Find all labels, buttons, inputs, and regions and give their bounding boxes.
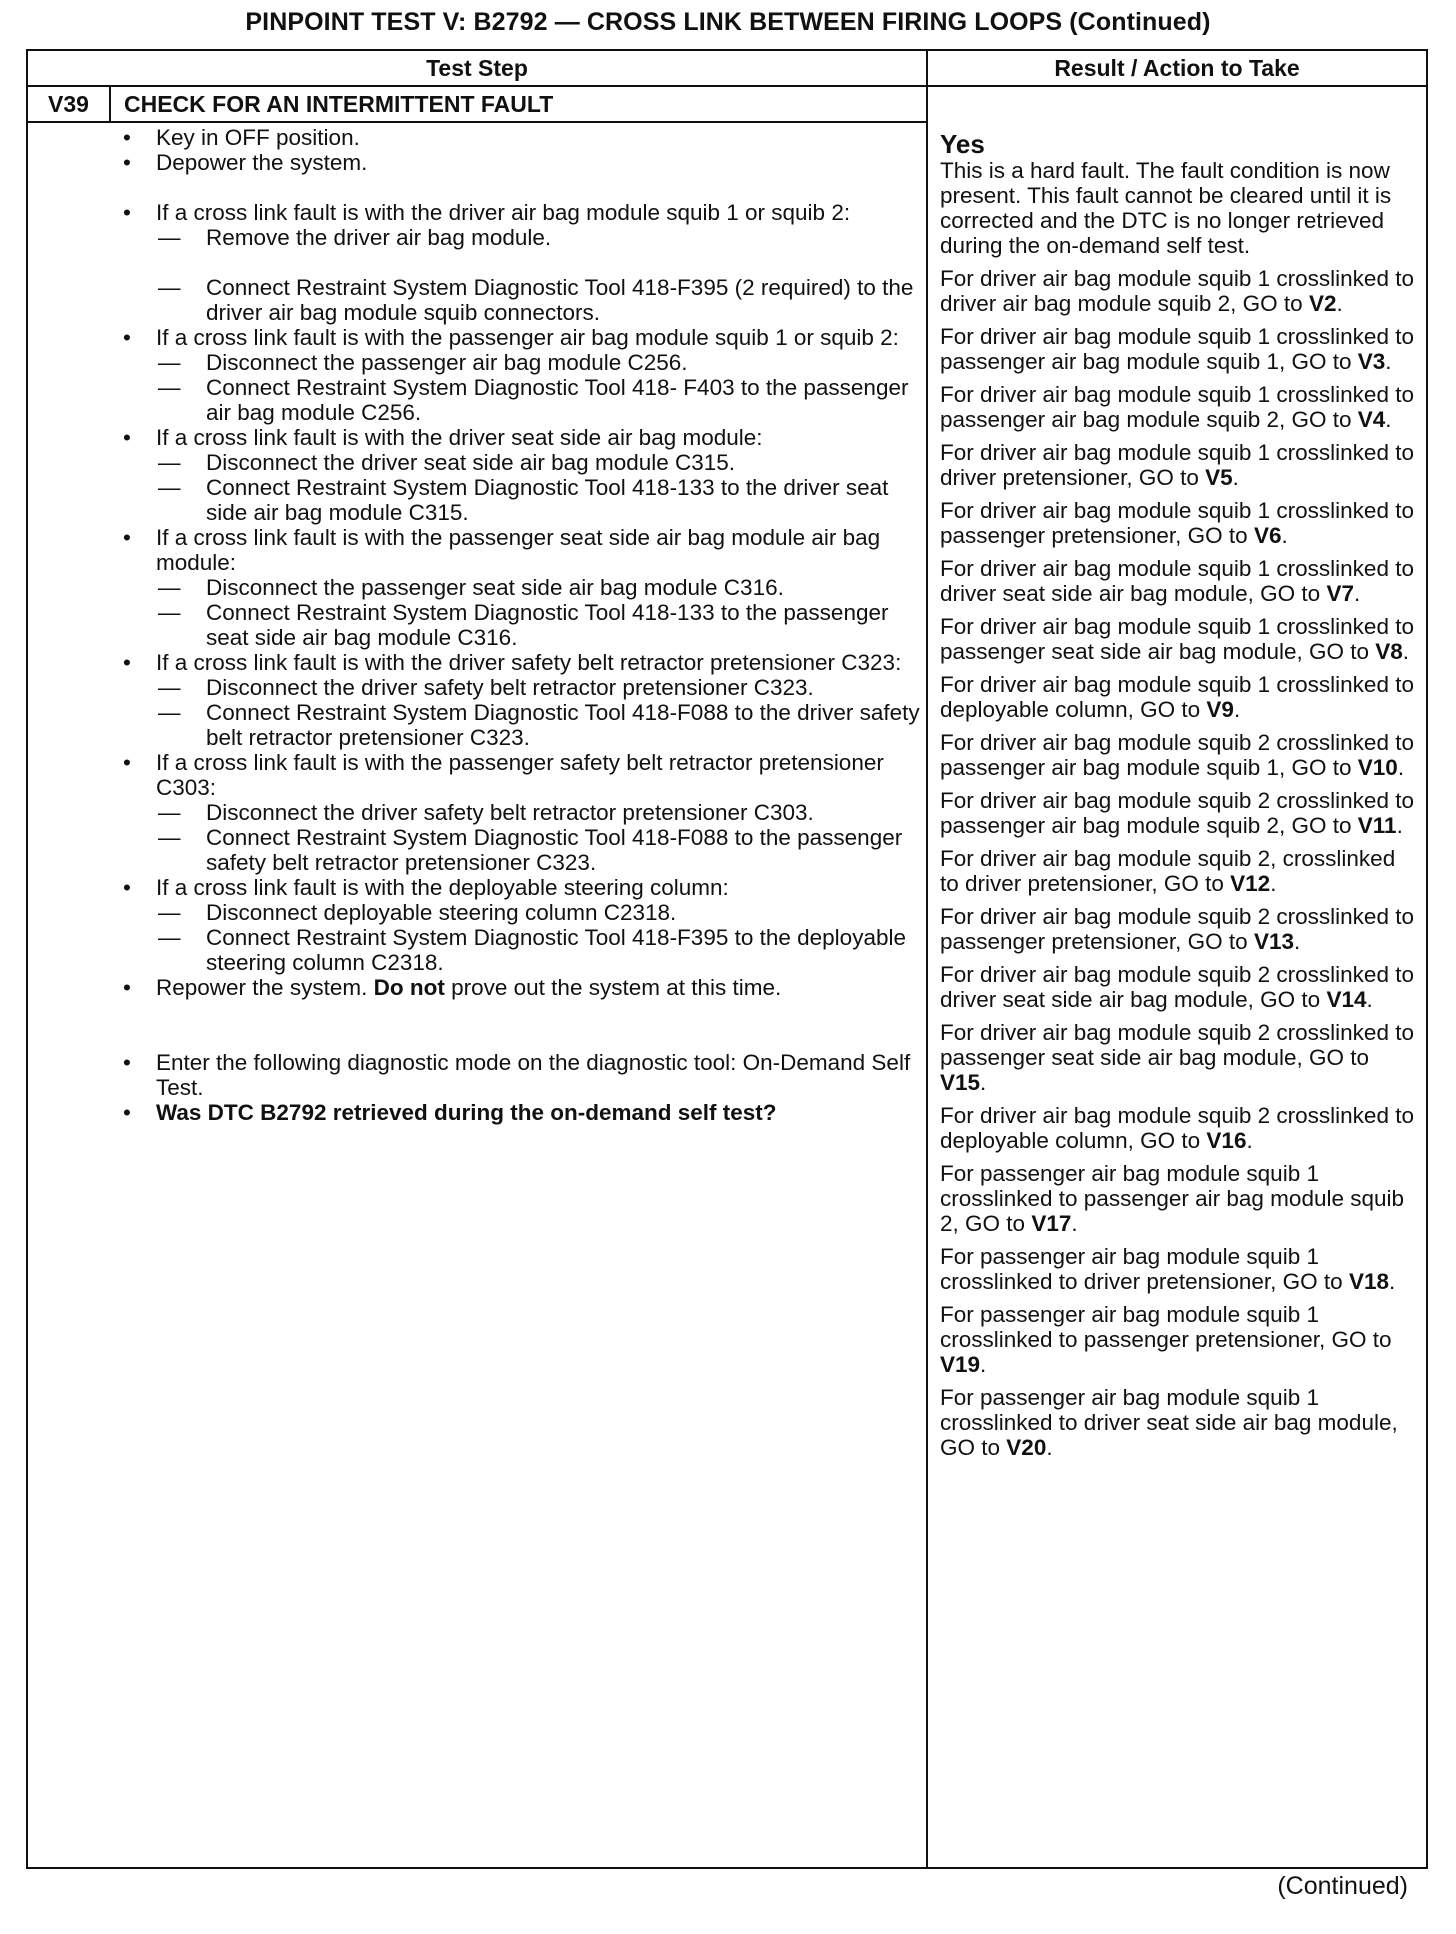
sub-instruction-text: Connect Restraint System Diagnostic Tool 418-F395 (2 required) to the driver air bag module squib connectors. <box>206 275 914 325</box>
instruction-text: If a cross link fault is with the passenger seat side air bag module air bag module: <box>156 525 881 575</box>
pinpoint-test-table <box>26 49 1428 1869</box>
action-text: For driver air bag module squib 2 crosslinked to driver seat side air bag module, GO to <box>940 962 1414 1012</box>
action-item: For driver air bag module squib 1 crosslinked to passenger pretensioner, GO to V6. <box>940 498 1414 548</box>
dash-glyph: — <box>158 825 181 850</box>
action-text: For driver air bag module squib 1 crosslinked to driver seat side air bag module, GO to <box>940 556 1414 606</box>
bullet-glyph: • <box>123 1050 131 1075</box>
instruction-item <box>111 425 926 450</box>
dash-glyph: — <box>158 450 181 475</box>
bullet-glyph: • <box>123 150 131 175</box>
goto-step-link[interactable]: V5 <box>1205 465 1233 490</box>
instruction-item <box>111 525 926 575</box>
goto-step-link[interactable]: V4 <box>1357 407 1386 432</box>
sub-instruction <box>111 700 926 750</box>
instruction-item <box>111 1100 926 1125</box>
sub-instruction-text: Connect Restraint System Diagnostic Tool 418- F403 to the passenger air bag module C256. <box>206 375 909 425</box>
action-text: For driver air bag module squib 1 crosslinked to driver pretensioner, GO to <box>940 440 1414 490</box>
action-text: For driver air bag module squib 2, crosslinked to driver pretensioner, GO to <box>940 846 1396 896</box>
page-title: PINPOINT TEST V: B2792 — CROSS LINK BETWEEN FIRING LOOPS (Continued) <box>245 8 1211 36</box>
dash-glyph: — <box>158 925 181 950</box>
action-item: For driver air bag module squib 1 crosslinked to driver pretensioner, GO to V5. <box>940 440 1414 490</box>
action-text: For driver air bag module squib 1 crosslinked to deployable column, GO to <box>940 672 1414 722</box>
sub-instruction-text: Disconnect the passenger seat side air bag module C316. <box>206 575 784 600</box>
dash-glyph: — <box>158 600 181 625</box>
bullet-glyph: • <box>123 200 131 225</box>
goto-step-link[interactable]: V19 <box>940 1352 981 1377</box>
sub-instruction <box>111 600 926 650</box>
action-item: For driver air bag module squib 2, crosslinked to driver pretensioner, GO to V12. <box>940 846 1396 896</box>
instruction-item <box>111 650 926 675</box>
action-text: For driver air bag module squib 2 crosslinked to passenger seat side air bag module, GO to <box>940 1020 1414 1070</box>
bullet-glyph: • <box>123 425 131 450</box>
action-text: For driver air bag module squib 1 crosslinked to passenger seat side air bag module, GO to <box>940 614 1414 664</box>
bullet-glyph: • <box>123 875 131 900</box>
sub-instruction-text: Connect Restraint System Diagnostic Tool 418-133 to the driver seat side air bag module C315. <box>206 475 889 525</box>
sub-instruction-text: Disconnect the passenger air bag module C256. <box>206 350 688 375</box>
sub-instruction <box>111 475 926 525</box>
table-header-row <box>28 51 1426 87</box>
goto-step-link[interactable]: V2 <box>1308 291 1337 316</box>
bullet-glyph: • <box>123 750 131 775</box>
spacer <box>111 1025 926 1050</box>
instruction-text: Enter the following diagnostic mode on the diagnostic tool: On-Demand Self Test. <box>156 1050 911 1100</box>
goto-step-link[interactable]: V16 <box>1206 1128 1247 1153</box>
instruction-item <box>111 150 926 175</box>
dash-glyph: — <box>158 675 181 700</box>
dash-glyph: — <box>158 900 181 925</box>
action-item: For driver air bag module squib 2 crosslinked to deployable column, GO to V16. <box>940 1103 1414 1153</box>
instruction-text: If a cross link fault is with the driver safety belt retractor pretensioner C323: <box>156 650 902 675</box>
sub-instruction <box>111 225 926 250</box>
dash-glyph: — <box>158 475 181 500</box>
dash-glyph: — <box>158 700 181 725</box>
question-text: Was DTC B2792 retrieved during the on-demand self test? <box>156 1100 777 1125</box>
instruction-item <box>111 1050 926 1100</box>
yes-description: This is a hard fault. The fault condition is now present. This fault cannot be cleared until it is corrected and the DTC is no longer retrieved during the on-demand self test. <box>940 158 1392 258</box>
action-text: For driver air bag module squib 1 crosslinked to passenger air bag module squib 1, GO to <box>940 324 1414 374</box>
spacer <box>111 175 926 200</box>
instruction-text: If a cross link fault is with the driver seat side air bag module: <box>156 425 763 450</box>
action-text: For driver air bag module squib 1 crosslinked to driver air bag module squib 2, GO to <box>940 266 1414 316</box>
action-text: For passenger air bag module squib 1 crosslinked to driver pretensioner, GO to <box>940 1244 1343 1294</box>
action-text: For driver air bag module squib 1 crosslinked to passenger air bag module squib 2, GO to <box>940 382 1414 432</box>
instruction-text: Depower the system. <box>156 150 368 175</box>
dash-glyph: — <box>158 225 181 250</box>
instruction-text: If a cross link fault is with the driver air bag module squib 1 or squib 2: <box>156 200 851 225</box>
goto-step-link[interactable]: V7 <box>1326 581 1354 606</box>
instruction-item <box>111 125 926 150</box>
action-text: For driver air bag module squib 1 crosslinked to passenger pretensioner, GO to <box>940 498 1414 548</box>
action-item: For driver air bag module squib 2 crosslinked to driver seat side air bag module, GO to V14. <box>940 962 1414 1012</box>
bullet-glyph: • <box>123 125 131 150</box>
goto-step-link[interactable]: V17 <box>1031 1211 1072 1236</box>
step-heading-row <box>28 87 928 123</box>
action-item: For driver air bag module squib 1 crosslinked to passenger air bag module squib 1, GO to V3. <box>940 324 1414 374</box>
sub-instruction <box>111 825 926 875</box>
result-actions <box>940 125 1420 1460</box>
action-item: For driver air bag module squib 2 crosslinked to passenger air bag module squib 1, GO to V10. <box>940 730 1414 780</box>
action-text: For passenger air bag module squib 1 crosslinked to driver seat side air bag module, GO to <box>940 1385 1398 1460</box>
action-text: For driver air bag module squib 2 crosslinked to passenger air bag module squib 2, GO to <box>940 788 1414 838</box>
instruction-item <box>111 325 926 350</box>
action-item: For driver air bag module squib 2 crosslinked to passenger seat side air bag module, GO to V15. <box>940 1020 1414 1095</box>
dash-glyph: — <box>158 275 181 300</box>
goto-step-link[interactable]: V20 <box>1006 1435 1047 1460</box>
action-item: For passenger air bag module squib 1 crosslinked to passenger pretensioner, GO to V19. <box>940 1302 1392 1377</box>
sub-instruction <box>111 375 926 425</box>
sub-instruction <box>111 675 926 700</box>
instruction-item <box>111 200 926 225</box>
instruction-item <box>111 750 926 800</box>
goto-step-link[interactable]: V11 <box>1357 813 1397 838</box>
sub-instruction-text: Remove the driver air bag module. <box>206 225 552 250</box>
sub-instruction <box>111 925 926 975</box>
action-item: For driver air bag module squib 1 crosslinked to passenger seat side air bag module, GO to V8. <box>940 614 1414 664</box>
instruction-text: If a cross link fault is with the deployable steering column: <box>156 875 729 900</box>
yes-label: Yes <box>940 129 985 159</box>
action-text: For passenger air bag module squib 1 crosslinked to passenger pretensioner, GO to <box>940 1302 1392 1352</box>
instruction-item <box>111 975 926 1000</box>
sub-instruction <box>111 575 926 600</box>
test-step-instructions <box>111 125 926 1125</box>
instruction-text: Key in OFF position. <box>156 125 360 150</box>
sub-instruction <box>111 350 926 375</box>
continued-note: (Continued) <box>1277 1872 1408 1900</box>
step-id: V39 <box>28 87 111 121</box>
step-title: CHECK FOR AN INTERMITTENT FAULT <box>124 91 554 117</box>
sub-instruction-text: Connect Restraint System Diagnostic Tool 418-F088 to the driver safety belt retractor pretensioner C323. <box>206 700 920 750</box>
sub-instruction-text: Disconnect deployable steering column C2318. <box>206 900 677 925</box>
column-divider <box>926 87 928 1867</box>
action-item: For driver air bag module squib 2 crosslinked to passenger pretensioner, GO to V13. <box>940 904 1414 954</box>
dash-glyph: — <box>158 575 181 600</box>
sub-instruction-text: Connect Restraint System Diagnostic Tool 418-133 to the passenger seat side air bag module C316. <box>206 600 889 650</box>
bullet-glyph: • <box>123 525 131 550</box>
sub-instruction <box>111 900 926 925</box>
goto-step-link[interactable]: V3 <box>1357 349 1386 374</box>
sub-instruction <box>111 275 926 325</box>
sub-instruction <box>111 450 926 475</box>
action-item: For driver air bag module squib 1 crosslinked to deployable column, GO to V9. <box>940 672 1414 722</box>
instruction-text: If a cross link fault is with the passenger air bag module squib 1 or squib 2: <box>156 325 899 350</box>
instruction-text-continued: prove out the system at this time. <box>451 975 782 1000</box>
goto-step-link[interactable]: V6 <box>1253 523 1282 548</box>
goto-step-link[interactable]: V14 <box>1326 987 1367 1012</box>
action-item: For passenger air bag module squib 1 crosslinked to driver seat side air bag module, GO to V20. <box>940 1385 1398 1460</box>
bullet-glyph: • <box>123 650 131 675</box>
action-item: For driver air bag module squib 1 crosslinked to driver air bag module squib 2, GO to V2. <box>940 266 1414 316</box>
instruction-item <box>111 875 926 900</box>
action-item: For passenger air bag module squib 1 crosslinked to passenger air bag module squib 2, GO to V17. <box>940 1161 1405 1236</box>
goto-step-link[interactable]: V8 <box>1375 639 1403 664</box>
action-text: For driver air bag module squib 2 crosslinked to deployable column, GO to <box>940 1103 1414 1153</box>
goto-step-link[interactable]: V12 <box>1230 871 1271 896</box>
bullet-glyph: • <box>123 975 131 1000</box>
dash-glyph: — <box>158 800 181 825</box>
goto-step-link[interactable]: V9 <box>1206 697 1234 722</box>
dash-glyph: — <box>158 375 181 400</box>
spacer <box>111 1000 926 1025</box>
action-text: For passenger air bag module squib 1 crosslinked to passenger air bag module squib 2, GO to <box>940 1161 1405 1236</box>
action-list <box>940 266 1420 1460</box>
sub-instruction-text: Disconnect the driver safety belt retractor pretensioner C303. <box>206 800 814 825</box>
dash-glyph: — <box>158 350 181 375</box>
emphasis-text: Do not <box>373 975 445 1000</box>
goto-step-link[interactable]: V13 <box>1253 929 1294 954</box>
sub-instruction-text: Disconnect the driver seat side air bag module C315. <box>206 450 736 475</box>
sub-instruction <box>111 800 926 825</box>
action-item: For driver air bag module squib 1 crosslinked to driver seat side air bag module, GO to V7. <box>940 556 1414 606</box>
sub-instruction-text: Connect Restraint System Diagnostic Tool 418-F395 to the deployable steering column C2318. <box>206 925 906 975</box>
instruction-text: Repower the system. <box>156 975 368 1000</box>
sub-instruction-text: Disconnect the driver safety belt retractor pretensioner C323. <box>206 675 814 700</box>
goto-step-link[interactable]: V10 <box>1357 755 1398 780</box>
goto-step-link[interactable]: V15 <box>940 1070 981 1095</box>
action-text: For driver air bag module squib 2 crosslinked to passenger pretensioner, GO to <box>940 904 1414 954</box>
bullet-glyph: • <box>123 1100 131 1125</box>
header-result-action: Result / Action to Take <box>1054 55 1300 81</box>
action-item: For driver air bag module squib 1 crosslinked to passenger air bag module squib 2, GO to V4. <box>940 382 1414 432</box>
sub-instruction-text: Connect Restraint System Diagnostic Tool 418-F088 to the passenger safety belt retractor pretensioner C323. <box>206 825 903 875</box>
action-item: For passenger air bag module squib 1 crosslinked to driver pretensioner, GO to V18. <box>940 1244 1396 1294</box>
action-item: For driver air bag module squib 2 crosslinked to passenger air bag module squib 2, GO to V11. <box>940 788 1414 838</box>
action-text: For driver air bag module squib 2 crosslinked to passenger air bag module squib 1, GO to <box>940 730 1414 780</box>
bullet-glyph: • <box>123 325 131 350</box>
instruction-text: If a cross link fault is with the passenger safety belt retractor pretensioner C303: <box>156 750 884 800</box>
spacer <box>111 250 926 275</box>
header-test-step: Test Step <box>28 51 928 85</box>
goto-step-link[interactable]: V18 <box>1348 1269 1389 1294</box>
